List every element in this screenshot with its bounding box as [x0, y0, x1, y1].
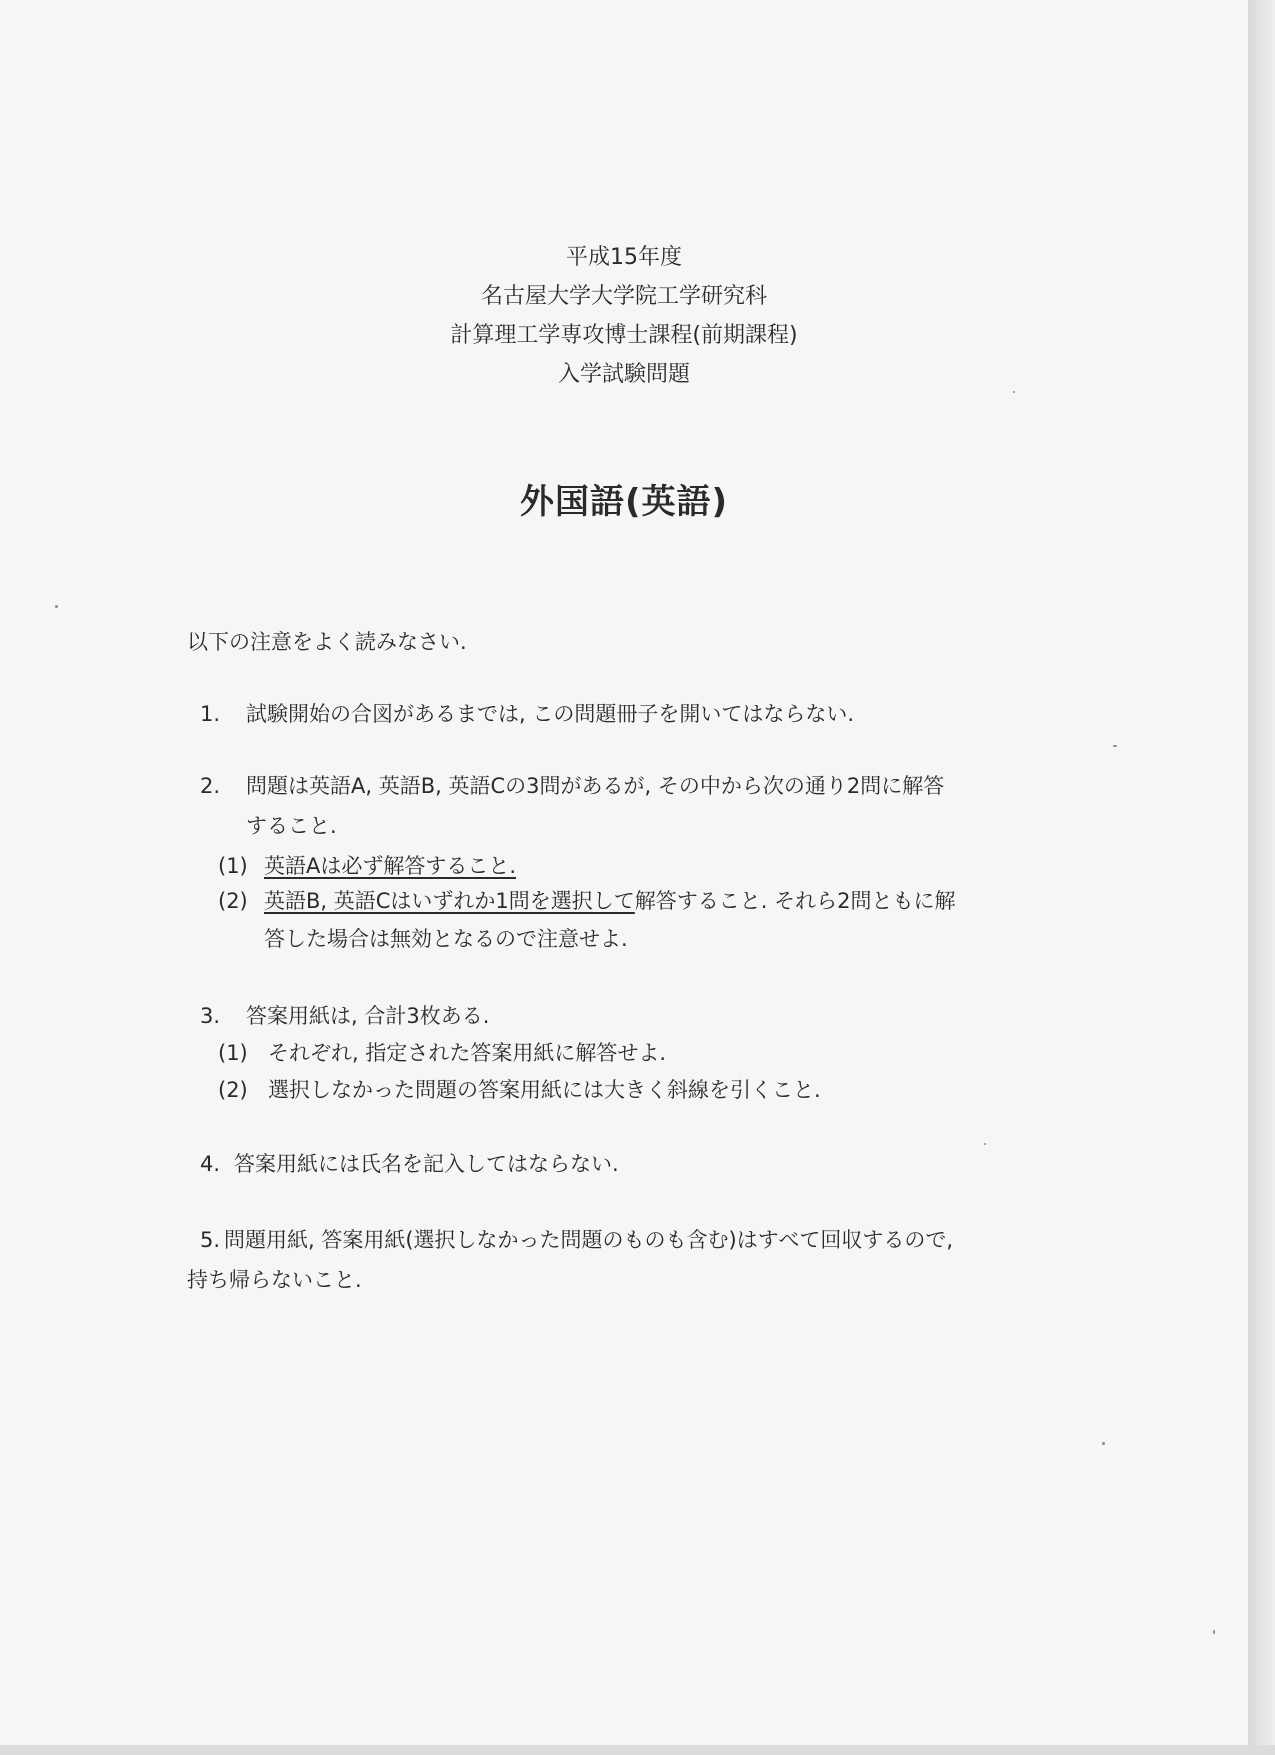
scan-speck [1013, 391, 1015, 393]
item-2-text-line1: 問題は英語A, 英語B, 英語Cの3問があるが, その中から次の通り2問に解答 [246, 774, 945, 798]
item-3-text: 答案用紙は, 合計3枚ある. [246, 1004, 490, 1028]
scan-speck [1113, 745, 1117, 747]
item-2-text-line2: すること. [246, 814, 337, 838]
scan-speck [984, 1143, 986, 1145]
item-2-sub2-line2: 答した場合は無効となるので注意せよ. [264, 927, 628, 951]
item-3-sub1-text: それぞれ, 指定された答案用紙に解答せよ. [268, 1041, 667, 1065]
item-2-sub2-line1 [264, 884, 956, 918]
item-4-text: 答案用紙には氏名を記入してはならない. [234, 1152, 619, 1176]
instructions-intro: 以下の注意をよく読みなさい. [187, 630, 467, 654]
item-1-text: 試験開始の合図があるまでは, この問題冊子を開いてはならない. [246, 702, 855, 726]
page-title: 外国語(英語) [519, 482, 729, 522]
item-2-sub2-rest: 解答すること. それら2問ともに解 [634, 889, 956, 913]
item-5-text-line2: 持ち帰らないこと. [187, 1268, 362, 1292]
item-5-number: 5. [200, 1228, 221, 1252]
item-2-sub1-text: 英語Aは必ず解答すること. [264, 854, 517, 878]
item-3-sub2-text: 選択しなかった問題の答案用紙には大きく斜線を引くこと. [268, 1078, 821, 1102]
header-department: 計算理工学専攻博士課程(前期課程) [450, 323, 798, 348]
item-3-number: 3. [200, 1004, 221, 1028]
scan-page-edge [1248, 0, 1275, 1755]
item-4-number: 4. [200, 1152, 221, 1176]
item-2-sub2-number: (2) [218, 889, 248, 913]
header-university: 名古屋大学大学院工学研究科 [480, 284, 767, 309]
item-3-sub2-number: (2) [218, 1078, 248, 1102]
scan-speck [55, 605, 58, 608]
exam-header [0, 238, 1248, 394]
item-3-sub1-number: (1) [218, 1041, 248, 1065]
item-2-number: 2. [200, 774, 221, 798]
header-exam-name: 入学試験問題 [557, 362, 690, 387]
item-1-number: 1. [200, 702, 221, 726]
item-2-sub1-number: (1) [218, 854, 248, 878]
item-5-text-line1: 問題用紙, 答案用紙(選択しなかった問題のものも含む)はすべて回収するので, [224, 1228, 953, 1252]
item-2-sub2-underlined: 英語B, 英語Cはいずれか1問を選択して [264, 889, 635, 913]
scan-speck [1213, 1630, 1215, 1634]
header-year: 平成15年度 [566, 245, 682, 270]
scan-speck [1102, 1442, 1105, 1445]
scan-page-bottom [0, 1745, 1275, 1755]
